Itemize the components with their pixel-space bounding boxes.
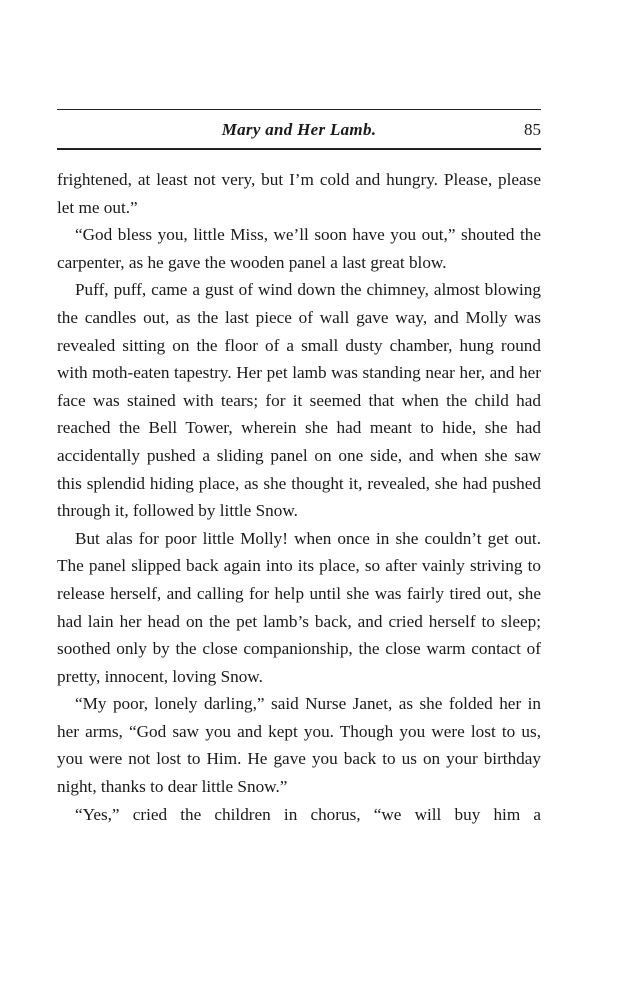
paragraph-continues: “Yes,” cried the children in chorus, “we will buy him a: [75, 804, 541, 824]
body-text: [57, 166, 541, 828]
header-rule-top: [57, 109, 541, 110]
page-number: 85: [524, 120, 541, 139]
paragraph: But alas for poor little Molly! when once in she couldn’t get out. The panel slipped back again into its place, so after vainly striving to release herself, and calling for help until she was fairly tired out, she had lain her head on the pet lamb’s back, and cried herself to sleep; soothed only by the close companionship, the close warm contact of pretty, innocent, loving Snow.: [57, 528, 541, 686]
paragraph: “God bless you, little Miss, we’ll soon have you out,” shouted the carpenter, as he gave the wooden panel a last great blow.: [57, 225, 541, 272]
running-title: Mary and Her Lamb.: [221, 120, 377, 139]
paragraph-continued: frightened, at least not very, but I’m cold and hungry. Please, please let me out.”: [57, 170, 541, 217]
header-rule-bottom: [57, 148, 541, 150]
running-head: [57, 116, 541, 144]
paragraph: “My poor, lonely darling,” said Nurse Janet, as she folded her in her arms, “God saw you and kept you. Though you were lost to us, you were not lost to Him. He gave you back to us on your birthday night, thanks to dear little Snow.”: [57, 694, 541, 797]
paragraph: Puff, puff, came a gust of wind down the chimney, almost blowing the candles out, as the last piece of wall gave way, and Molly was revealed sitting on the floor of a small dusty chamber, hung round with moth-eaten tapestry. Her pet lamb was standing near her, and her face was stained with tears; for it seemed that when the child had reached the Bell Tower, wherein she had meant to hide, she had accidentally pushed a sliding panel on one side, and when she saw this splendid hiding place, as she thought it, revealed, she had pushed through it, followed by little Snow.: [57, 280, 541, 521]
